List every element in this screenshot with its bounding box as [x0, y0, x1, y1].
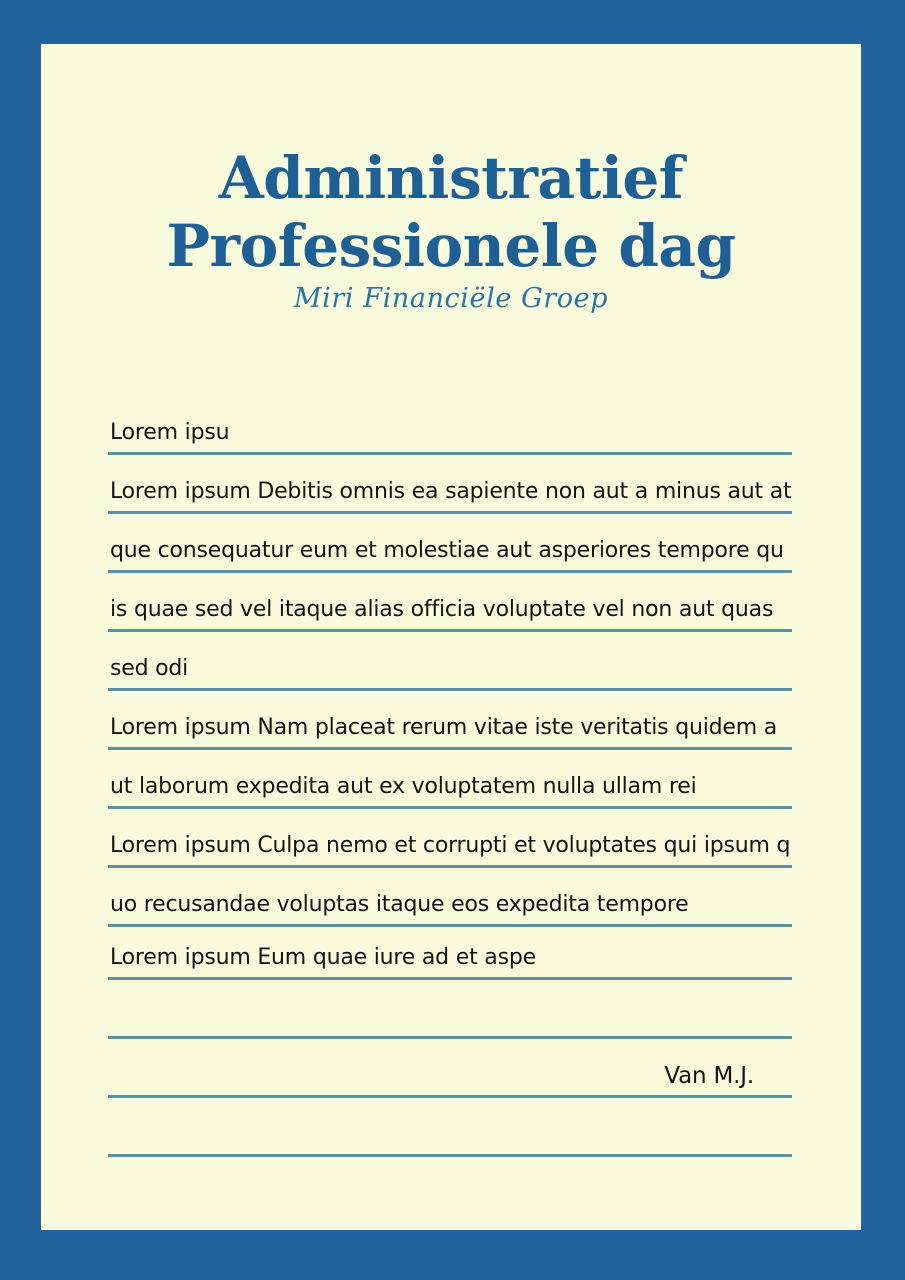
body-line-text: que consequatur eum et molestiae aut asperiores tempore qu: [110, 538, 784, 563]
body-line-text: Lorem ipsum Eum quae iure ad et aspe: [110, 945, 536, 970]
ruled-body: [108, 396, 792, 1157]
body-line-text: Lorem ipsum Debitis omnis ea sapiente non aut a minus aut at: [110, 479, 792, 504]
body-line-text: Lorem ipsum Culpa nemo et corrupti et voluptates qui ipsum q: [110, 833, 791, 858]
body-line-text: Lorem ipsum Nam placeat rerum vitae iste veritatis quidem a: [110, 715, 778, 740]
body-line-text: is quae sed vel itaque alias officia voluptate vel non aut quas: [110, 597, 774, 622]
rule-line: [108, 1154, 792, 1157]
paper-panel: [41, 44, 861, 1230]
ruled-line-row: [108, 927, 792, 980]
body-line-text: sed odi: [110, 656, 189, 681]
body-line-text: Lorem ipsu: [110, 420, 230, 445]
ruled-line-row: [108, 632, 792, 691]
ruled-line-row: [108, 396, 792, 455]
ruled-line-row: [108, 1039, 792, 1098]
ruled-line-row: [108, 455, 792, 514]
ruled-line-row: [108, 573, 792, 632]
page-title-line-2: Professionele dag: [166, 212, 736, 280]
body-line-text: uo recusandae voluptas itaque eos expedita tempore: [110, 892, 689, 917]
ruled-line-row: [108, 691, 792, 750]
ruled-line-row: [108, 750, 792, 809]
document-subtitle: Miri Financiële Groep: [293, 283, 609, 314]
body-line-text: ut laborum expedita aut ex voluptatem nulla ullam rei: [110, 774, 697, 799]
document-header: [41, 144, 861, 316]
ruled-line-row: [108, 868, 792, 927]
ruled-line-row: [108, 1098, 792, 1157]
ruled-line-row: [108, 809, 792, 868]
page-title-line-1: Administratief: [218, 144, 684, 212]
ruled-line-row: [108, 514, 792, 573]
signature-text: Van M.J.: [664, 1063, 754, 1089]
ruled-line-row: [108, 980, 792, 1039]
